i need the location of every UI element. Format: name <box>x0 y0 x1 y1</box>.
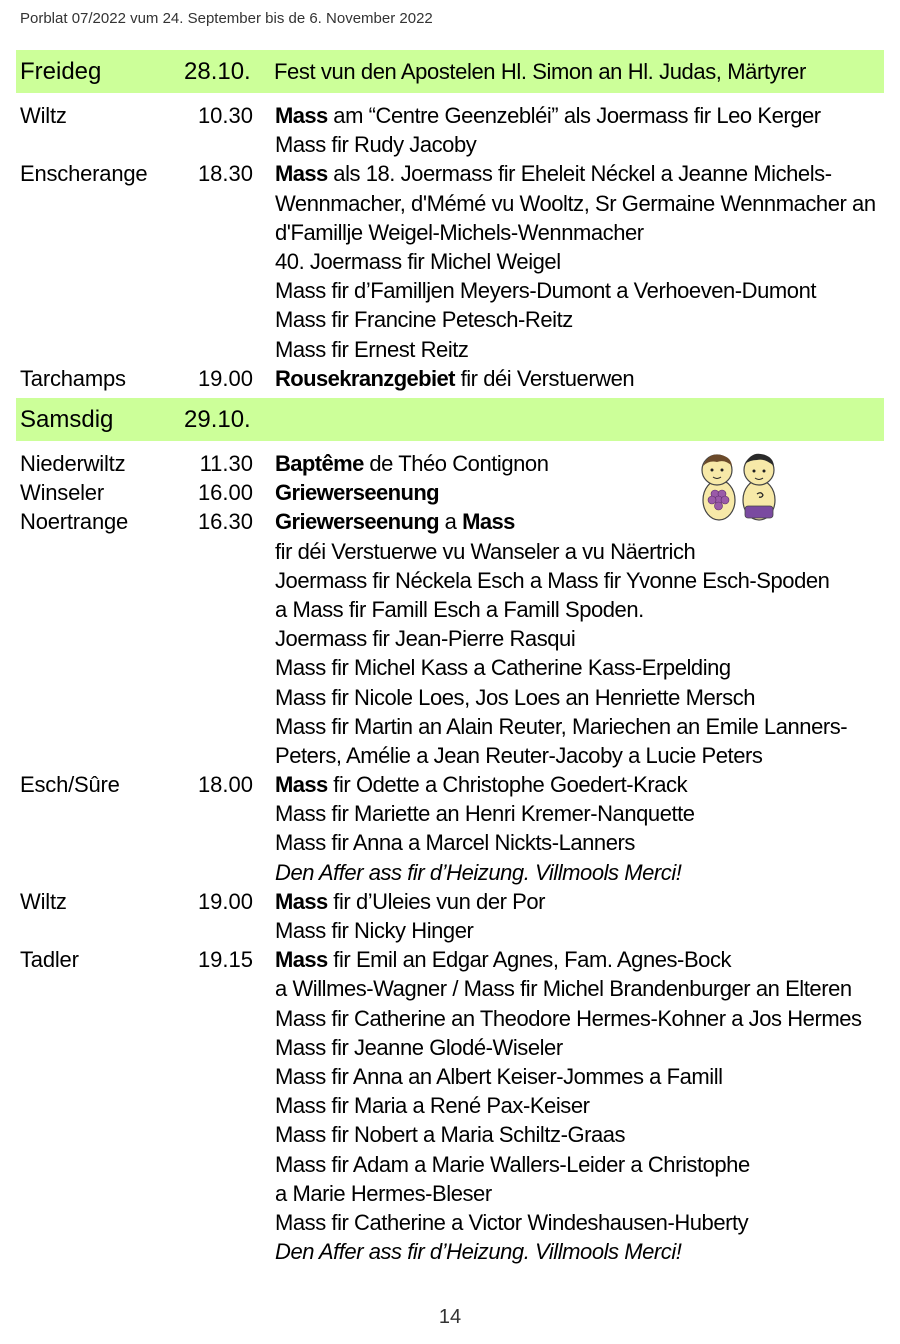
intention-text: a Mass fir Famill Esch a Famill Spoden. <box>275 596 644 622</box>
intention-text: Peters, Amélie a Jean Reuter-Jacoby a Lucie Peters <box>275 742 763 768</box>
entry-text <box>275 974 852 1003</box>
intention-text: a Marie Hermes-Bleser <box>275 1180 492 1206</box>
entry-text <box>275 1179 492 1208</box>
place-name: Noertrange <box>20 509 129 535</box>
service-type: Griewerseenung <box>275 480 439 506</box>
entry-text <box>275 1004 862 1033</box>
entry-text <box>275 1062 723 1091</box>
schedule-row <box>0 189 900 218</box>
schedule-row <box>0 1237 900 1266</box>
mass-time: 19.15 <box>197 947 253 973</box>
intention-text: fir d’Uleies vun der Por <box>327 888 546 914</box>
intention-text: Mass fir Michel Kass a Catherine Kass-Erpelding <box>275 655 731 681</box>
entry-text <box>275 335 468 364</box>
entry-text <box>275 189 876 218</box>
entry-text <box>275 770 687 799</box>
schedule-row <box>0 1179 900 1208</box>
service-type: Griewerseenung <box>275 509 439 535</box>
schedule-row <box>0 1091 900 1120</box>
schedule-row <box>0 624 900 653</box>
schedule-row <box>0 364 900 393</box>
entry-text <box>275 799 695 828</box>
intention-text: fir déi Verstuerwen <box>454 365 635 391</box>
schedule-row <box>0 799 900 828</box>
service-type: Mass <box>462 509 515 535</box>
schedule-row <box>0 1150 900 1179</box>
service-type: Rousekranzgebiet <box>275 365 455 391</box>
offering-note: Den Affer ass fir d’Heizung. Villmools Merci! <box>275 859 682 885</box>
entry-text <box>275 537 695 566</box>
page-number: 14 <box>438 1306 462 1328</box>
entry-text <box>275 1208 748 1237</box>
intention-text: Mass fir Catherine an Theodore Hermes-Kohner a Jos Hermes <box>275 1005 862 1031</box>
schedule-row <box>0 1120 900 1149</box>
intention-text: Mass fir d’Familljen Meyers-Dumont a Verhoeven-Dumont <box>275 278 817 304</box>
intention-text: Joermass fir Jean-Pierre Rasqui <box>275 626 576 652</box>
service-type: Mass <box>275 103 328 128</box>
entry-text <box>275 741 762 770</box>
intention-text: de Théo Contignon <box>363 451 549 476</box>
place-name: Winseler <box>20 480 104 506</box>
entry-text <box>275 130 476 159</box>
place-name: Enscherange <box>20 161 148 187</box>
saturday-schedule <box>0 449 900 1266</box>
entry-text <box>275 653 731 682</box>
entry-text <box>275 276 816 305</box>
entry-text <box>275 478 439 507</box>
intention-text: Mass fir Jeanne Glodé-Wiseler <box>275 1034 563 1060</box>
place-name: Tarchamps <box>20 365 126 391</box>
schedule-row <box>0 712 900 741</box>
intention-text: a <box>439 509 463 535</box>
intention-text: Mass fir Nicky Hinger <box>275 918 474 943</box>
schedule-row <box>0 858 900 887</box>
day-name: Samsdig <box>20 405 114 433</box>
entry-text <box>275 624 575 653</box>
day-date: 29.10. <box>184 405 251 433</box>
schedule-row <box>0 130 900 159</box>
feast-title: Fest vun den Apostelen Hl. Simon an Hl. Judas, Märtyrer <box>274 58 806 84</box>
service-type: Mass <box>275 161 328 187</box>
place-name: Wiltz <box>20 888 67 914</box>
mass-time: 16.00 <box>197 480 253 506</box>
schedule-row <box>0 335 900 364</box>
day-date: 28.10. <box>184 57 251 85</box>
intention-text: als 18. Joermass fir Eheleit Néckel a Jeanne Michels- <box>327 161 832 187</box>
entry-text <box>275 595 644 624</box>
intention-text: Mass fir Francine Petesch-Reitz <box>275 307 573 333</box>
place-name: Niederwiltz <box>20 451 126 476</box>
schedule-row <box>0 653 900 682</box>
entry-text <box>275 566 829 595</box>
entry-text <box>275 916 473 945</box>
entry-text <box>275 364 634 393</box>
schedule-row <box>0 276 900 305</box>
intention-text: Mass fir Rudy Jacoby <box>275 132 477 158</box>
intention-text: fir déi Verstuerwe vu Wanseler a vu Näertrich <box>275 538 696 564</box>
baptism-children-illustration <box>695 450 783 522</box>
page-header: Porblat 07/2022 vum 24. September bis de 6. November 2022 <box>20 10 433 27</box>
entry-text <box>275 1033 563 1062</box>
entry-text <box>275 1091 589 1120</box>
mass-time: 11.30 <box>199 451 253 476</box>
schedule-row <box>0 770 900 799</box>
schedule-row <box>0 916 900 945</box>
intention-text: a Willmes-Wagner / Mass fir Michel Brandenburger an Elteren <box>275 976 852 1002</box>
schedule-row <box>0 887 900 916</box>
friday-schedule <box>0 101 900 393</box>
service-type: Mass <box>275 772 328 798</box>
intention-text: Mass fir Mariette an Henri Kremer-Nanquette <box>275 801 695 827</box>
service-type: Mass <box>275 947 328 973</box>
place-name: Esch/Sûre <box>20 772 120 798</box>
entry-text <box>275 247 561 276</box>
mass-time: 19.00 <box>197 365 253 391</box>
day-bar-friday <box>16 50 884 93</box>
intention-text: fir Emil an Edgar Agnes, Fam. Agnes-Bock <box>327 947 732 973</box>
schedule-row <box>0 741 900 770</box>
schedule-row <box>0 1004 900 1033</box>
mass-time: 16.30 <box>197 509 253 535</box>
day-name: Freideg <box>20 57 102 85</box>
mass-time: 10.30 <box>197 103 253 128</box>
intention-text: Mass fir Anna a Marcel Nickts-Lanners <box>275 830 635 856</box>
service-type: Mass <box>275 888 328 914</box>
mass-time: 19.00 <box>197 888 253 914</box>
schedule-row <box>0 159 900 188</box>
schedule-row <box>0 828 900 857</box>
schedule-row <box>0 537 900 566</box>
mass-time: 18.00 <box>197 772 253 798</box>
intention-text: Mass fir Nobert a Maria Schiltz-Graas <box>275 1122 626 1148</box>
schedule-row <box>0 974 900 1003</box>
schedule-row <box>0 247 900 276</box>
entry-text <box>275 1120 625 1149</box>
entry-text <box>275 218 644 247</box>
entry-text <box>275 449 549 478</box>
schedule-row <box>0 218 900 247</box>
entry-text <box>275 507 515 536</box>
intention-text: 40. Joermass fir Michel Weigel <box>275 248 561 274</box>
intention-text: Mass fir Maria a René Pax-Keiser <box>275 1093 590 1119</box>
intention-text: fir Odette a Christophe Goedert-Krack <box>327 772 688 798</box>
place-name: Tadler <box>20 947 79 973</box>
schedule-row <box>0 566 900 595</box>
schedule-row <box>0 1033 900 1062</box>
intention-text: Mass fir Anna an Albert Keiser-Jommes a Famill <box>275 1063 723 1089</box>
schedule-row <box>0 1208 900 1237</box>
intention-text: Mass fir Nicole Loes, Jos Loes an Henriette Mersch <box>275 684 756 710</box>
schedule-row <box>0 945 900 974</box>
entry-text <box>275 159 832 188</box>
schedule-row <box>0 305 900 334</box>
entry-text <box>275 945 731 974</box>
intention-text: Mass fir Catherine a Victor Windeshausen-Huberty <box>275 1209 749 1235</box>
offering-note: Den Affer ass fir d’Heizung. Villmools Merci! <box>275 1239 682 1265</box>
service-type: Baptême <box>275 451 364 476</box>
intention-text: am “Centre Geenzebléi” als Joermass fir Leo Kerger <box>327 103 821 128</box>
entry-text <box>275 828 635 857</box>
schedule-row <box>0 101 900 130</box>
mass-time: 18.30 <box>197 161 253 187</box>
entry-text <box>275 858 681 887</box>
schedule-row <box>0 1062 900 1091</box>
intention-text: d'Famillje Weigel-Michels-Wennmacher <box>275 219 644 245</box>
entry-text <box>275 305 573 334</box>
schedule-row <box>0 595 900 624</box>
entry-text <box>275 887 545 916</box>
entry-text <box>275 712 847 741</box>
intention-text: Joermass fir Néckela Esch a Mass fir Yvonne Esch-Spoden <box>275 567 830 593</box>
entry-text <box>275 683 755 712</box>
schedule-row <box>0 683 900 712</box>
entry-text <box>275 101 821 130</box>
entry-text <box>275 1150 750 1179</box>
intention-text: Mass fir Martin an Alain Reuter, Mariechen an Emile Lanners- <box>275 713 848 739</box>
intention-text: Mass fir Adam a Marie Wallers-Leider a Christophe <box>275 1151 750 1177</box>
place-name: Wiltz <box>20 103 67 128</box>
intention-text: Mass fir Ernest Reitz <box>275 336 469 362</box>
intention-text: Wennmacher, d'Mémé vu Wooltz, Sr Germaine Wennmacher an <box>275 190 876 216</box>
entry-text <box>275 1237 681 1266</box>
day-bar-saturday <box>16 398 884 441</box>
